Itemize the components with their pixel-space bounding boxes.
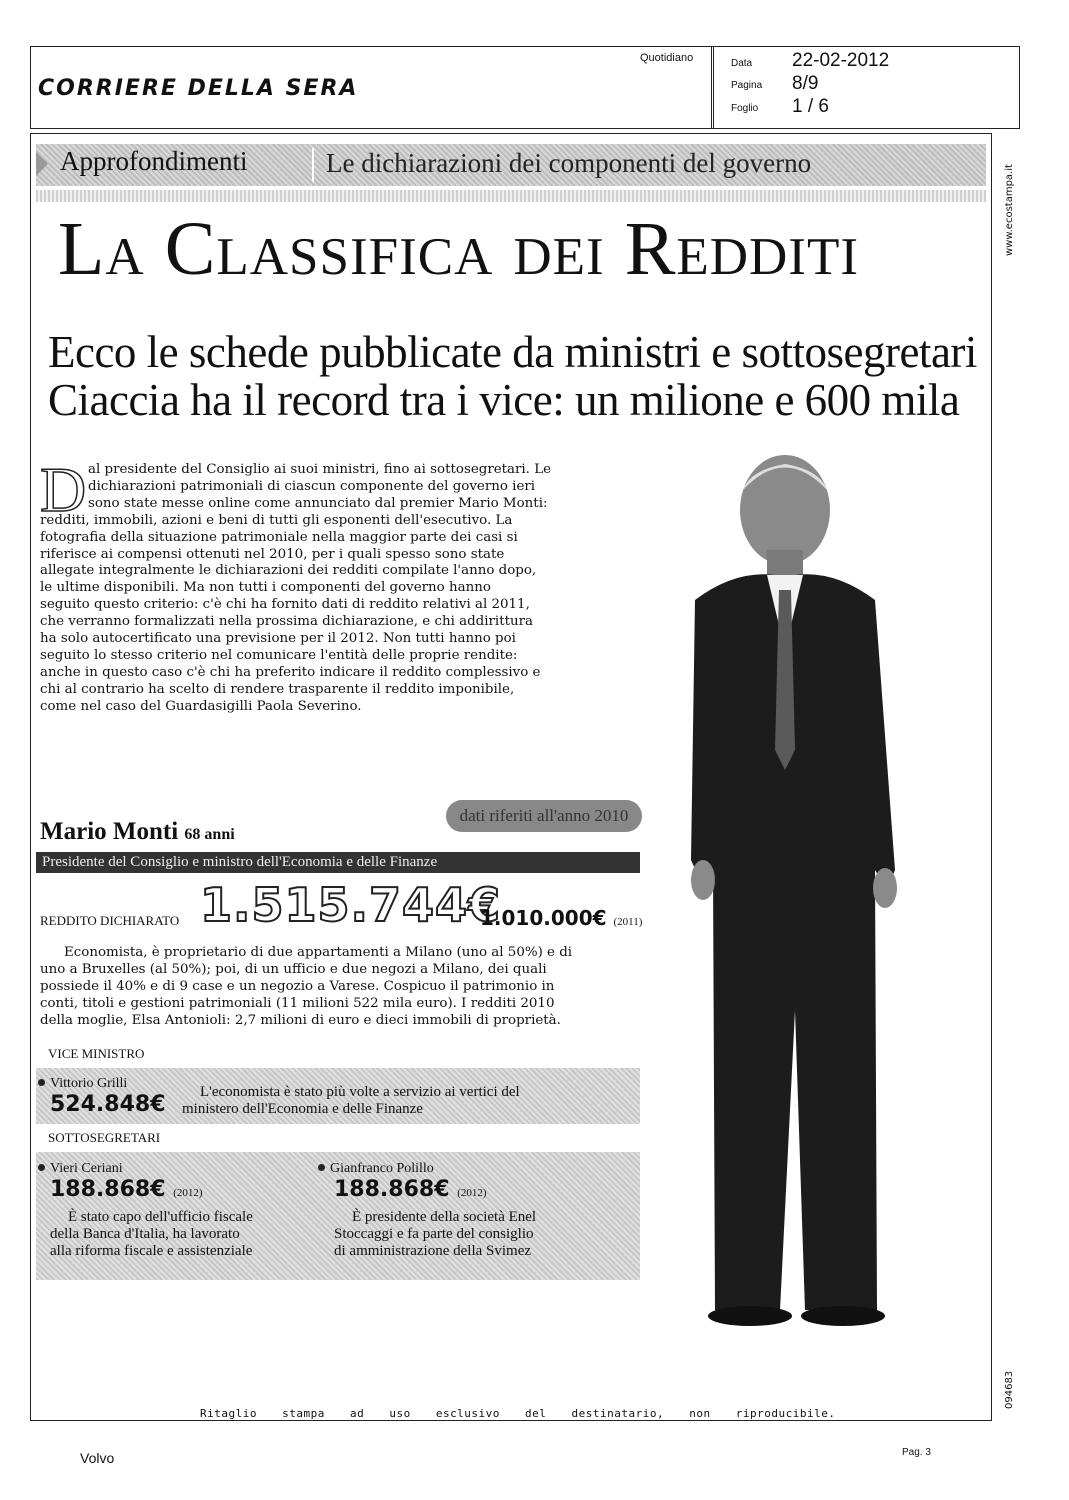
undersecretary-income-year: (2012) <box>173 1187 203 1199</box>
person-name-text: Mario Monti <box>40 818 179 845</box>
vice-income: 524.848€ <box>50 1092 166 1117</box>
body-line: come nel caso del Guardasigilli Paola Severino. <box>40 698 362 714</box>
desc-line: uno a Bruxelles (al 50%); poi, di un ufficio e due negozi a Milano, dei quali <box>40 962 547 977</box>
bullet-icon <box>318 1164 325 1171</box>
source-url-text: www.ecostampa.it <box>1004 164 1015 256</box>
article-body <box>40 462 575 716</box>
desc-line: possiede il 40% e di 9 case e un negozio a Varese. Cospicuo il patrimonio in <box>40 979 555 994</box>
body-line: allegate integralmente le dichiarazioni dei redditi compilate l'anno dopo, <box>40 563 537 579</box>
undersecretary-income-value: 188.868€ <box>334 1177 450 1202</box>
body-line: riferisce ai compensi ottenuti nel 2010, per i quali spesso sono state <box>40 546 505 562</box>
subtitle <box>48 327 977 425</box>
date-label: Data <box>731 58 753 69</box>
copyright-note: Ritaglio stampa ad uso esclusivo del destinatario, non riproducibile. <box>200 1407 836 1420</box>
headline: La Classifica dei Redditi <box>58 207 859 291</box>
section-kicker: Approfondimenti <box>60 146 248 176</box>
note-line: L'economista è stato più volte a servizio ai vertici del <box>200 1084 520 1100</box>
person-role: Presidente del Consiglio e ministro dell'Economia e delle Finanze <box>36 852 640 873</box>
desc-line: Economista, è proprietario di due appartamenti a Milano (uno al 50%) e di <box>64 945 573 960</box>
body-line: sono state messe online come annunciato dal premier Mario Monti: <box>88 495 548 511</box>
undersecretary-income-value: 188.868€ <box>50 1177 166 1202</box>
bullet-icon <box>38 1079 45 1086</box>
header-divider <box>711 46 714 129</box>
desc-line: È stato capo dell'ufficio fiscale <box>68 1209 253 1225</box>
body-line: dichiarazioni patrimoniali di ciascun componente del governo ieri <box>88 478 536 494</box>
page-value: 8/9 <box>792 73 819 94</box>
person-description <box>40 944 600 1029</box>
desc-line: conti, titoli e gestioni patrimoniali (11 milioni 522 mila euro). I redditi 2010 <box>40 996 555 1011</box>
vice-label: VICE MINISTRO <box>48 1046 145 1061</box>
monti-portrait <box>655 450 955 1330</box>
undersecretary-description <box>50 1209 253 1260</box>
bullet-icon <box>38 1164 45 1171</box>
vice-name-text: Vittorio Grilli <box>50 1076 128 1091</box>
client-name: Volvo <box>80 1450 115 1466</box>
section-rule <box>36 190 986 202</box>
person-age: 68 anni <box>184 826 235 843</box>
undersecretary-income-year: (2012) <box>457 1187 487 1199</box>
date-value: 22-02-2012 <box>792 50 890 71</box>
income-2011-value: 1.010.000€ <box>480 906 607 930</box>
portrait-head <box>740 455 830 565</box>
income-label: REDDITO DICHIARATO <box>40 913 180 928</box>
income-2011 <box>480 906 642 930</box>
section-separator <box>312 148 314 182</box>
year-badge: dati riferiti all'anno 2010 <box>446 800 642 832</box>
undersecretaries-label: SOTTOSEGRETARI <box>48 1130 161 1145</box>
desc-line: della Banca d'Italia, ha lavorato <box>50 1226 240 1242</box>
page-number: Pag. 3 <box>902 1447 931 1458</box>
body-line: anche in questo caso c'è chi ha preferito indicare il reddito complessivo e <box>40 664 541 680</box>
section-arrow-icon <box>36 152 48 176</box>
desc-line: Stoccaggi e fa parte del consiglio <box>334 1226 534 1242</box>
person-name <box>40 818 235 846</box>
subtitle-line: Ecco le schede pubblicate da ministri e sottosegretari <box>48 327 977 377</box>
desc-line: di amministrazione della Svimez <box>334 1243 532 1259</box>
undersecretary-income <box>334 1177 487 1202</box>
income-2011-year: (2011) <box>613 916 643 928</box>
source-url <box>1004 136 1018 256</box>
undersecretary-name <box>38 1157 123 1177</box>
desc-line: alla riforma fiscale e assistenziale <box>50 1243 253 1259</box>
drop-cap: D <box>40 454 87 525</box>
subtitle-line: Ciaccia ha il record tra i vice: un milione e 600 mila <box>48 375 960 425</box>
clipping-code <box>1004 1365 1018 1410</box>
section-topic: Le dichiarazioni dei componenti del governo <box>326 148 812 178</box>
body-line: che verranno formalizzati nella prossima dichiarazione, e chi addirittura <box>40 614 533 630</box>
note-line: ministero dell'Economia e delle Finanze <box>182 1101 423 1117</box>
undersecretary-description <box>334 1209 536 1260</box>
vice-name <box>38 1072 127 1092</box>
undersecretary-name-text: Vieri Ceriani <box>50 1161 123 1176</box>
masthead: CORRIERE DELLA SERA <box>38 76 359 101</box>
desc-line: È presidente della società Enel <box>352 1209 537 1225</box>
body-line: le ultime disponibili. Ma non tutti i componenti del governo hanno <box>40 580 491 596</box>
body-line: redditi, immobili, azioni e beni di tutti gli esponenti dell'esecutivo. La <box>40 512 513 528</box>
undersecretary-name-text: Gianfranco Polillo <box>330 1161 434 1176</box>
desc-line: della moglie, Elsa Antonioli: 2,7 milioni di euro e dieci immobili di proprietà. <box>40 1013 561 1028</box>
body-line: fotografia della situazione patrimoniale nella maggior parte dei casi si <box>40 529 518 545</box>
undersecretary-income <box>50 1177 203 1202</box>
page-label: Pagina <box>731 80 763 91</box>
body-line: al presidente del Consiglio ai suoi ministri, fino ai sottosegretari. Le <box>88 462 552 477</box>
income-value: 1.515.744€ <box>200 878 502 932</box>
body-line: seguito lo stesso criterio nel comunicare l'entità delle proprie rendite: <box>40 647 518 663</box>
body-line: ha solo autocertificato una previsione per il 2012. Non tutti hanno poi <box>40 631 516 647</box>
body-line: seguito questo criterio: c'è chi ha fornito dati di reddito relativi al 2011, <box>40 597 530 613</box>
vice-note <box>182 1084 602 1118</box>
publication-type: Quotidiano <box>640 52 694 64</box>
sheet-value: 1 / 6 <box>792 96 829 117</box>
body-line: chi al contrario ha scelto di rendere trasparente il reddito imponibile, <box>40 681 515 697</box>
clipping-code-text: 094683 <box>1004 1370 1015 1409</box>
undersecretary-name <box>318 1157 434 1177</box>
sheet-label: Foglio <box>731 103 759 114</box>
